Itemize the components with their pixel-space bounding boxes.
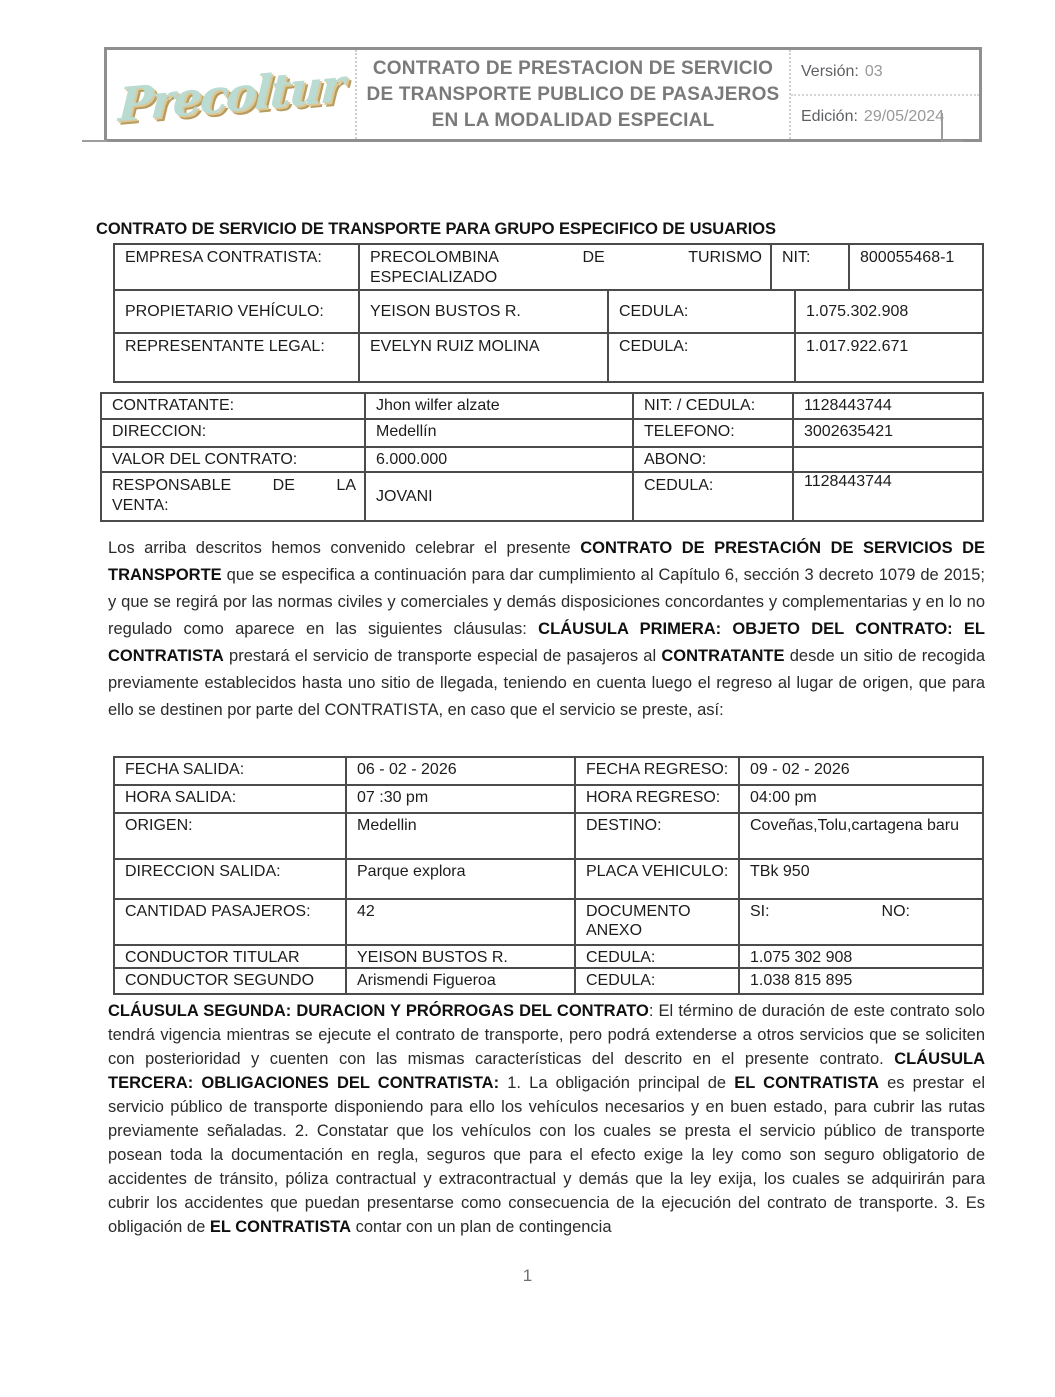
edition-value: 29/05/2024 [863, 108, 944, 126]
field-value: 800055468-1 [860, 249, 955, 266]
table-row [115, 245, 982, 291]
field-label: FECHA SALIDA: [115, 758, 347, 784]
trip-table [113, 756, 984, 995]
field-label: CEDULA: [576, 969, 740, 993]
logo-cell [107, 50, 357, 139]
contractor-table [113, 243, 984, 383]
field-label: CEDULA: [576, 946, 740, 967]
field-label: ORIGEN: [115, 814, 347, 858]
version-value: 03 [864, 62, 883, 80]
field-label: HORA REGRESO: [576, 786, 740, 812]
field-value: Medellín [366, 420, 634, 446]
field-value: 09 - 02 - 2026 [750, 761, 850, 778]
field-label-line: RESPONSABLE DE LA [112, 477, 356, 494]
table-row [115, 758, 982, 786]
field-label: PLACA VEHICULO: [576, 860, 740, 898]
field-value: 3002635421 [804, 423, 893, 440]
field-label: FECHA REGRESO: [576, 758, 740, 784]
annex-yes-no-cell [740, 900, 982, 944]
field-label: DIRECCION SALIDA: [115, 860, 347, 898]
field-value [794, 448, 982, 471]
field-label: CEDULA: [634, 473, 794, 520]
table-row [102, 394, 982, 420]
title-line: DE TRANSPORTE PUBLICO DE PASAJEROS [366, 83, 780, 105]
logo-text: Precoltur [117, 57, 345, 132]
document-header [104, 47, 982, 142]
field-value [794, 473, 982, 520]
field-value: 1.038 815 895 [750, 972, 853, 989]
field-label [102, 473, 366, 520]
field-value-text: 1128443744 [804, 473, 892, 490]
field-value: Medellin [347, 814, 576, 858]
field-label: DESTINO: [576, 814, 740, 858]
field-label: NIT: / CEDULA: [634, 394, 794, 418]
field-label: CONDUCTOR SEGUNDO [115, 969, 347, 993]
table-row [115, 291, 982, 334]
field-value: Coveñas,Tolu,cartagena baru [750, 817, 960, 834]
field-value: EVELYN RUIZ MOLINA [360, 334, 609, 381]
field-label: DIRECCION: [102, 420, 366, 446]
field-value-line: PRECOLOMBINA DE TURISMO [370, 249, 762, 266]
field-value: YEISON BUSTOS R. [360, 291, 609, 332]
table-row [115, 969, 982, 993]
annex-no-label: NO: [881, 903, 910, 920]
field-label: CANTIDAD PASAJEROS: [115, 900, 347, 944]
field-value: 1.075 302 908 [750, 949, 853, 966]
table-row [115, 814, 982, 860]
field-label: NIT: [772, 245, 850, 289]
table-row [115, 946, 982, 969]
scan-artifact [82, 140, 107, 142]
title-line: EN LA MODALIDAD ESPECIAL [431, 109, 715, 131]
clause-second-third-paragraph: CLÁUSULA SEGUNDA: DURACION Y PRÓRROGAS DEL CONTRATO: El término de duración de este contrato solo tendrá vigencia mientras se ejecute el contrato de transporte, pero podrá extenderse a otros servicios que se soliciten con posterioridad y cuenten con las mismas características del descrito en el presente contrato. CLÁUSULA TERCERA: OBLIGACIONES DEL CONTRATISTA: 1. La obligación principal de EL CONTRATISTA es prestar el servicio público de transporte disponiendo para ello los vehículos necesarios y en buen estado, para cubrir las rutas previamente señaladas. 2. Constatar que los vehículos con los cuales se presta el servicio público de transporte posean toda la documentación en regla, seguros que para el efecto exige la ley como son seguro obligatorio de accidentes de tránsito, póliza contractual y extracontractual y demás que la ley exija, los cuales se adquirirán para cubrir los accidentes que puedan presentarse como consecuencia de la ejecución del contrato de transporte. 3. Es obligación de EL CONTRATISTA contar con un plan de contingencia [108, 1002, 986, 1236]
field-label: ABONO: [634, 448, 794, 471]
field-label: HORA SALIDA: [115, 786, 347, 812]
version-label: Versión: [801, 62, 859, 80]
field-value: 06 - 02 - 2026 [347, 758, 576, 784]
field-label: EMPRESA CONTRATISTA: [115, 245, 360, 289]
table-row [102, 448, 982, 473]
page-number: 1 [522, 1266, 533, 1285]
field-value: Arismendi Figueroa [347, 969, 576, 993]
section-title: CONTRATO DE SERVICIO DE TRANSPORTE PARA GRUPO ESPECIFICO DE USUARIOS [96, 220, 776, 238]
document-title [357, 50, 791, 139]
field-value: 04:00 pm [750, 789, 817, 806]
field-label: PROPIETARIO VEHÍCULO: [115, 291, 360, 332]
title-line: CONTRATO DE PRESTACION DE SERVICIO [372, 57, 774, 79]
field-value: 1.017.922.671 [806, 338, 909, 355]
table-row [115, 334, 982, 381]
scan-artifact [941, 113, 963, 142]
field-label: DOCUMENTO ANEXO [576, 900, 740, 944]
field-value: 07 :30 pm [347, 786, 576, 812]
field-value [360, 245, 772, 289]
field-value: Jhon wilfer alzate [366, 394, 634, 418]
edition-label: Edición: [801, 108, 858, 126]
field-label: CEDULA: [609, 334, 796, 381]
field-label: TELEFONO: [634, 420, 794, 446]
table-row [102, 473, 982, 520]
table-row [115, 860, 982, 900]
field-label: CONTRATANTE: [102, 394, 366, 418]
field-label: CEDULA: [609, 291, 796, 332]
field-value: 1128443744 [804, 397, 892, 414]
annex-yes-label: SI: [750, 903, 770, 920]
field-value: JOVANI [366, 473, 634, 520]
field-label-line: VENTA: [112, 497, 169, 514]
field-value: 42 [347, 900, 576, 944]
field-value: 1.075.302.908 [806, 303, 909, 320]
field-value: YEISON BUSTOS R. [347, 946, 576, 967]
field-value-line: ESPECIALIZADO [370, 269, 498, 286]
client-table [100, 392, 984, 522]
field-label: CONDUCTOR TITULAR [115, 946, 347, 967]
table-row [115, 900, 982, 946]
field-label: VALOR DEL CONTRATO: [102, 448, 366, 471]
field-value: Parque explora [347, 860, 576, 898]
table-row [102, 420, 982, 448]
clause-first-paragraph: Los arriba descritos hemos convenido celebrar el presente CONTRATO DE PRESTACIÓN DE SERVICIOS DE TRANSPORTE que se especifica a continuación para dar cumplimiento al Capítulo 6, sección 3 decreto 1079 de 2015; y que se regirá por las normas civiles y comerciales y demás disposiciones concordantes y complementarias y en lo no regulado como aparece en las siguientes cláusulas: CLÁUSULA PRIMERA: OBJETO DEL CONTRATO: EL CONTRATISTA prestará el servicio de transporte especial de pasajeros al CONTRATANTE desde un sitio de recogida previamente establecidos hasta uno sitio de llegada, teniendo en cuenta luego el regreso al lugar de origen, que para ello se destinen por parte del CONTRATISTA, en caso que el servicio se preste, así: [108, 539, 985, 719]
table-row [115, 786, 982, 814]
field-value: 6.000.000 [366, 448, 634, 471]
field-label: REPRESENTANTE LEGAL: [115, 334, 360, 381]
version-row [791, 50, 979, 96]
field-value: TBk 950 [750, 863, 810, 880]
